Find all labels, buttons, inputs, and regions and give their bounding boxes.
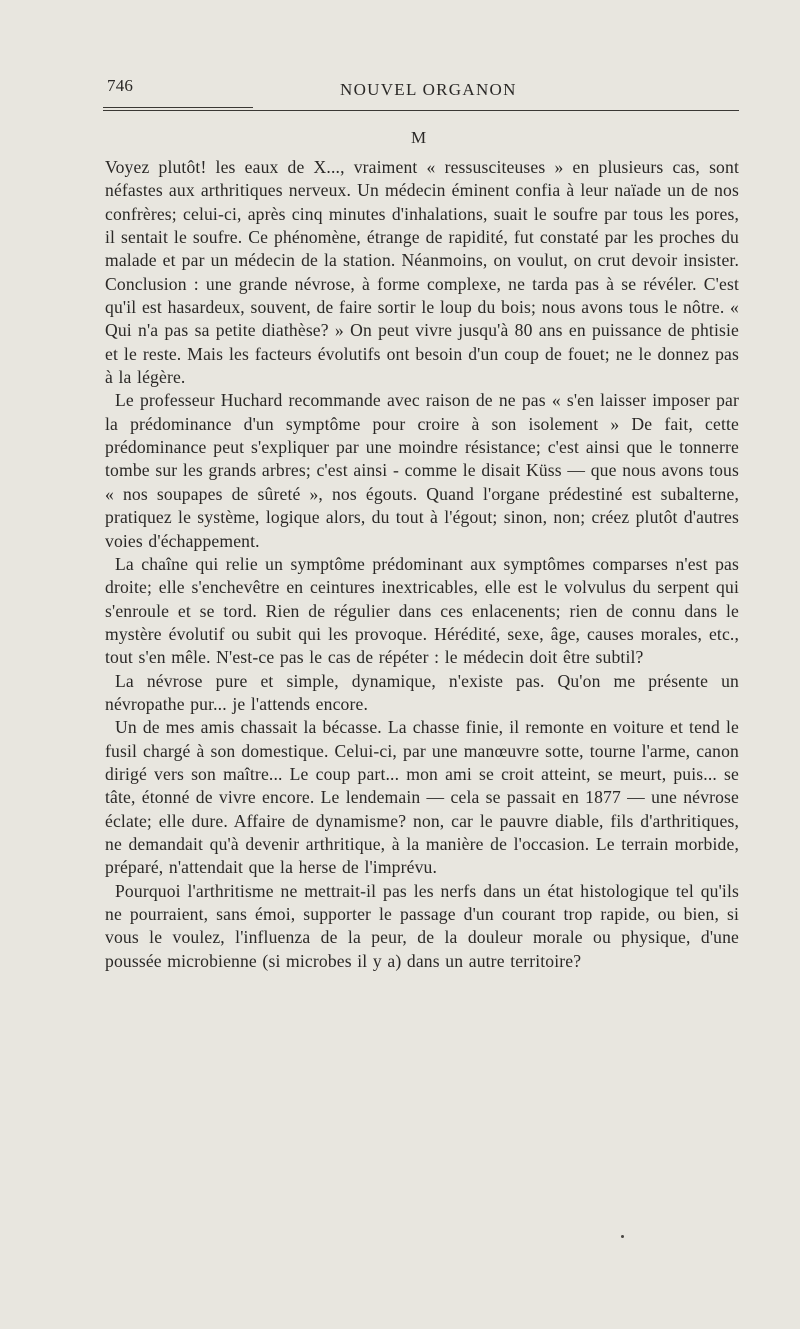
header-rule — [103, 110, 739, 111]
paragraph-5: Un de mes amis chassait la bécasse. La chasse finie, il remonte en voiture et tend le fusil chargé à son domestique. Celui-ci, par une manœuvre sotte, tourne l'arme, canon dirigé vers son maître... Le coup part... mon ami se croit atteint, se meurt, puis... se tâte, étonné de vivre encore. Le lendemain — cela se passait en 1877 — une névrose éclate; elle dure. Affaire de dynamisme? non, car le pauvre diable, fils d'arthritiques, ne demandait qu'à devenir arthritique, à la manière de l'occasion. Le terrain morbide, préparé, n'attendait que la herse de l'imprévu. — [105, 717, 739, 878]
paragraph-1: Voyez plutôt! les eaux de X..., vraiment « ressusciteuses » en plusieurs cas, sont néfastes aux arthritiques nerveux. Un médecin éminent confia à leur naïade un de nos confrères; celui-ci, après cinq minutes d'inhalations, suait le soufre par tous les pores, il sentait le soufre. Ce phénomène, étrange de rapidité, fut constaté par les proches du malade et par un médecin de la station. Néanmoins, on voulut, on crut devoir insister. Conclusion : une grande névrose, à forme complexe, ne tarda pas à se révéler. C'est qu'il est hasardeux, souvent, de faire sortir le loup du bois; nous avons tous le nôtre. « Qui n'a pas sa petite diathèse? » On peut vivre jusqu'à 80 ans en puissance de phtisie et le reste. Mais les facteurs évolutifs ont besoin d'un coup de fouet; ne le donnez pas à la légère. — [105, 157, 739, 388]
print-speck — [621, 1235, 624, 1238]
paragraph-4: La névrose pure et simple, dynamique, n'existe pas. Qu'on me présente un névropathe pur... je l'attends encore. — [105, 670, 739, 714]
paragraph-2: Le professeur Huchard recommande avec raison de ne pas « s'en laisser imposer par la prédominance d'un symptôme pour croire à son isolement » De fait, cette prédominance peut s'expliquer par une moindre résistance; c'est ainsi que le tonnerre tombe sur les grands arbres; c'est ainsi - comme le disait Küss — que nous avons tous « nos soupapes de sûreté », nos égouts. Quand l'organe prédestiné est subalterne, pratiquez le système, logique alors, du tout à l'égout; sinon, non; créez plutôt d'autres voies d'échappement. — [105, 390, 739, 551]
page-number: 746 — [107, 76, 134, 95]
paragraph-3: La chaîne qui relie un symptôme prédominant aux symptômes comparses n'est pas droite; elle s'enchevêtre en ceintures inextricables, elle est le volvulus du serpent qui s'enroule et se tord. Rien de régulier dans ces enlacenents; rien de connu dans le mystère évolutif ou subit qui les provoque. Hérédité, sexe, âge, causes morales, etc., tout s'en mêle. N'est-ce pas le cas de répéter : le médecin doit être subtil? — [105, 553, 739, 668]
paragraph-6: Pourquoi l'arthritisme ne mettrait-il pas les nerfs dans un état histologique tel qu'ils ne pourraient, sans émoi, supporter le passage d'un courant trop rapide, ou bien, si vous le voulez, l'influenza de la peur, de la douleur morale ou physique, d'une poussée microbienne (si microbes il y a) dans un autre territoire? — [105, 880, 739, 971]
section-letter: M — [411, 128, 427, 147]
body-text — [105, 156, 739, 973]
page-header — [107, 76, 740, 102]
header-rule-short — [103, 107, 253, 108]
running-head: NOUVEL ORGANON — [340, 80, 517, 99]
